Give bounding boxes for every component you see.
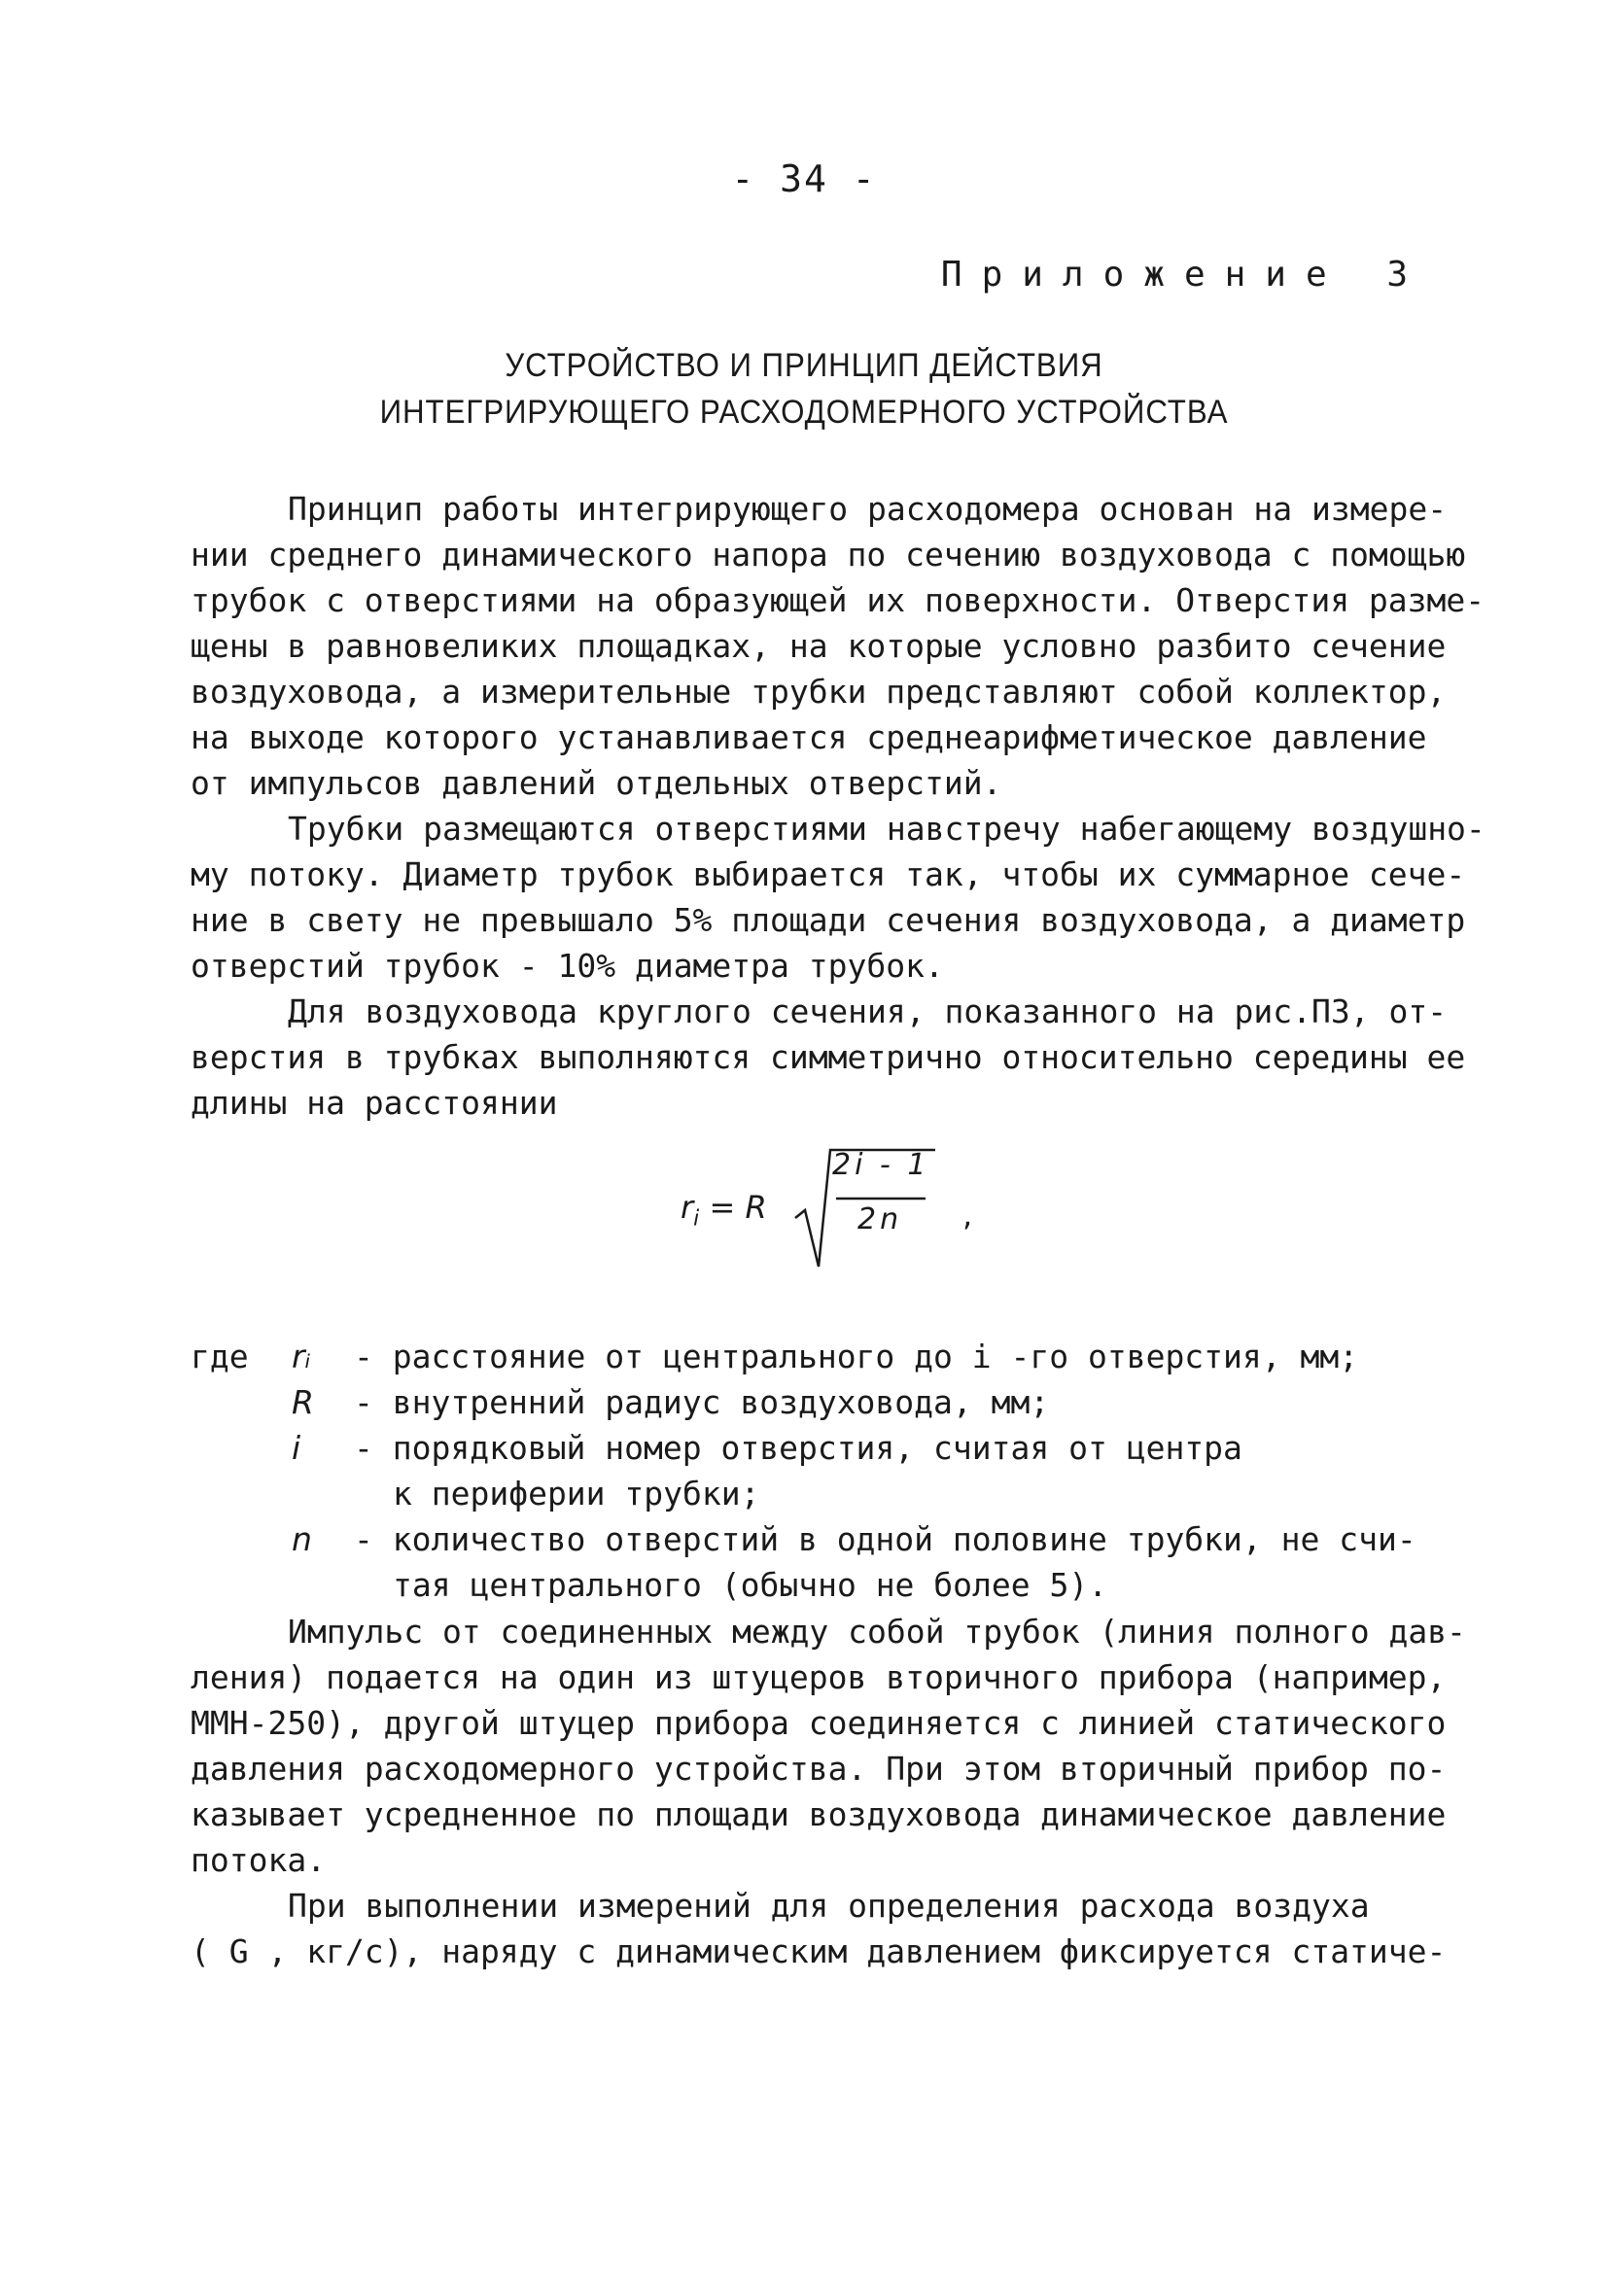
definition-row xyxy=(191,1516,1474,1562)
text-line: на выходе которого устанавливается среднеарифметическое давление xyxy=(191,718,1427,756)
text-line: от импульсов давлений отдельных отверстий. xyxy=(191,764,1002,802)
definition-symbol: R xyxy=(292,1383,314,1421)
text-line: При выполнении измерений для определения расхода воздуха xyxy=(288,1887,1370,1925)
appendix-label: Приложение 3 xyxy=(940,255,1427,295)
body-text-bottom xyxy=(191,1609,1464,1974)
definition-row xyxy=(191,1334,1474,1379)
text-line: му потоку. Диаметр трубок выбирается так, чтобы их суммарное сече- xyxy=(191,855,1466,893)
body-text-top xyxy=(191,486,1486,1126)
definition-text: тая центрального (обычно не более 5). xyxy=(393,1566,1108,1604)
text-line: длины на расстоянии xyxy=(191,1084,558,1122)
definition-row-continuation xyxy=(191,1562,1474,1608)
definitions-list xyxy=(191,1334,1474,1608)
text-line: нии среднего динамического напора по сечению воздуховода с помощью xyxy=(191,536,1466,574)
definition-symbol: i xyxy=(292,1429,301,1467)
formula-lhs: $r_i = R$ xyxy=(681,1189,767,1232)
formula-comma: , xyxy=(962,1197,973,1234)
text-line: казывает усредненное по площади воздуховода динамическое давление xyxy=(191,1795,1447,1833)
text-line: воздуховода, а измерительные трубки представляют собой коллектор, xyxy=(191,673,1447,711)
text-line: трубок с отверстиями на образующей их поверхности. Отверстия разме- xyxy=(191,581,1486,619)
title-line-2: ИНТЕГРИРУЮЩЕГО РАСХОДОМЕРНОГО УСТРОЙСТВА xyxy=(379,394,1229,431)
definition-text: - внутренний радиус воздуховода, мм; xyxy=(354,1383,1050,1421)
section-title xyxy=(64,342,1544,435)
formula-numerator: 2i - 1 xyxy=(832,1148,930,1182)
definition-text: - порядковый номер отверстия, считая от центра xyxy=(354,1429,1242,1467)
text-line: отверстий трубок - 10% диаметра трубок. xyxy=(191,947,944,985)
text-line: давления расходомерного устройства. При этом вторичный прибор по- xyxy=(191,1750,1447,1788)
definition-row-continuation xyxy=(191,1471,1474,1516)
text-line: ления) подается на один из штуцеров вторичного прибора (например, xyxy=(191,1658,1447,1696)
text-line: Трубки размещаются отверстиями навстречу набегающему воздушно- xyxy=(288,810,1486,848)
text-line: потока. xyxy=(191,1841,327,1879)
text-line: верстия в трубках выполняются симметрично относительно середины ее xyxy=(191,1038,1466,1076)
radius-formula xyxy=(681,1142,1031,1259)
text-line: Импульс от соединенных между собой трубок (линия полного дав- xyxy=(288,1613,1466,1651)
definition-symbol: rᵢ xyxy=(292,1338,311,1375)
page-number: - 34 - xyxy=(731,157,877,200)
text-line: ние в свету не превышало 5% площади сечения воздуховода, а диаметр xyxy=(191,901,1466,939)
formula-denominator: 2n xyxy=(857,1202,903,1236)
text-line: ( G , кг/с), наряду с динамическим давлением фиксируется статиче- xyxy=(191,1932,1447,1970)
text-line: Принцип работы интегрирующего расходомера основан на измере- xyxy=(288,490,1448,528)
where-label: где xyxy=(191,1338,249,1375)
definition-row xyxy=(191,1379,1474,1425)
title-line-1: УСТРОЙСТВО И ПРИНЦИП ДЕЙСТВИЯ xyxy=(505,347,1103,384)
text-line: Для воздуховода круглого сечения, показанного на рис.П3, от- xyxy=(288,992,1448,1030)
definition-text: - расстояние от центрального до i -го отверстия, мм; xyxy=(354,1338,1359,1375)
definition-text: - количество отверстий в одной половине трубки, не счи- xyxy=(354,1520,1416,1558)
text-line: ММН-250), другой штуцер прибора соединяется с линией статического xyxy=(191,1704,1447,1742)
definition-row xyxy=(191,1425,1474,1471)
definition-text: к периферии трубки; xyxy=(393,1475,760,1513)
text-line: щены в равновеликих площадках, на которые условно разбито сечение xyxy=(191,627,1447,665)
definition-symbol: n xyxy=(292,1520,312,1558)
